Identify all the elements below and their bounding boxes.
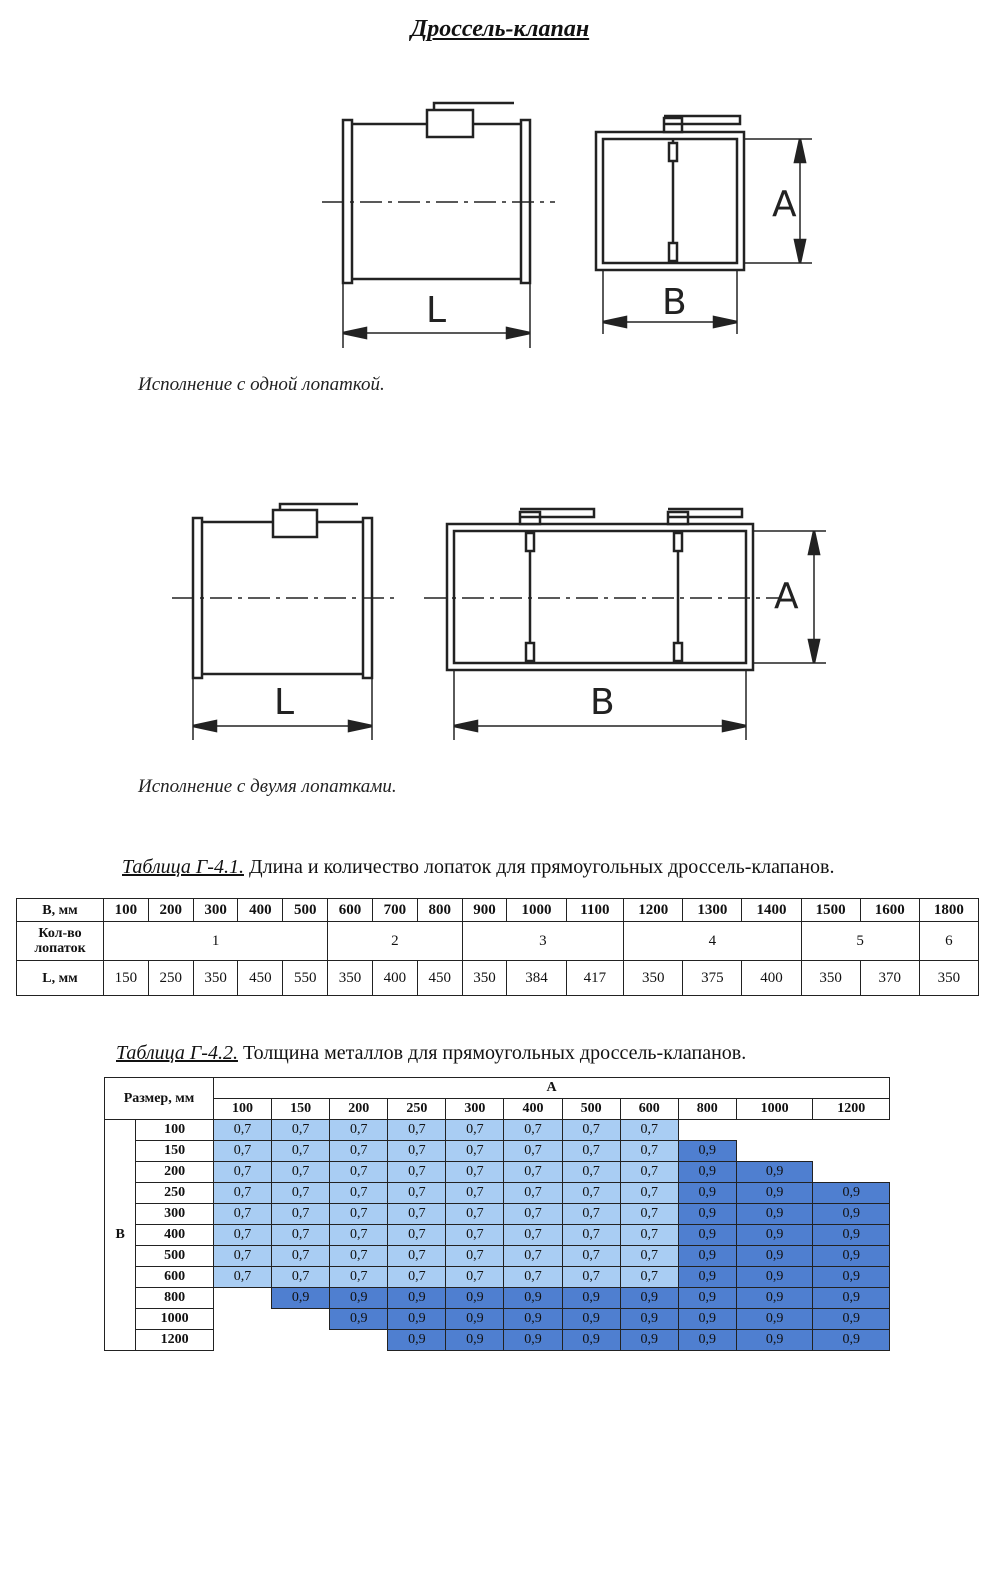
l-value-cell: 150 xyxy=(104,961,149,996)
dim-a-label-1: A xyxy=(772,184,797,225)
thickness-cell: 0,7 xyxy=(272,1120,330,1141)
thickness-cell: 0,7 xyxy=(504,1162,562,1183)
row-l-label: L, мм xyxy=(17,961,104,996)
table-row xyxy=(105,1309,890,1330)
thickness-cell: 0,7 xyxy=(562,1141,620,1162)
thickness-cell: 0,7 xyxy=(504,1267,562,1288)
thickness-cell: 0,9 xyxy=(446,1309,504,1330)
thickness-cell: 0,7 xyxy=(562,1183,620,1204)
thickness-cell: 0,9 xyxy=(813,1288,890,1309)
thickness-cell: 0,9 xyxy=(736,1225,813,1246)
metal-thickness-table xyxy=(104,1077,890,1351)
thickness-cell: 0,9 xyxy=(504,1330,562,1351)
l-value-cell: 450 xyxy=(417,961,462,996)
thickness-cell: 0,7 xyxy=(446,1183,504,1204)
l-value-cell: 350 xyxy=(328,961,373,996)
thickness-cell xyxy=(813,1162,890,1183)
double-blade-caption: Исполнение с двумя лопатками. xyxy=(138,776,397,797)
thickness-cell xyxy=(813,1141,890,1162)
table-row xyxy=(105,1225,890,1246)
a-value-header: 300 xyxy=(446,1099,504,1120)
thickness-cell xyxy=(214,1309,272,1330)
thickness-cell: 0,7 xyxy=(620,1162,678,1183)
b-row-header: 1200 xyxy=(136,1330,214,1351)
a-value-header: 1200 xyxy=(813,1099,890,1120)
thickness-cell: 0,7 xyxy=(620,1141,678,1162)
thickness-cell: 0,9 xyxy=(813,1183,890,1204)
table-row xyxy=(105,1288,890,1309)
thickness-cell: 0,9 xyxy=(736,1162,813,1183)
blade-count-cell: 4 xyxy=(624,922,801,961)
thickness-cell: 0,9 xyxy=(678,1141,736,1162)
thickness-cell: 0,9 xyxy=(562,1330,620,1351)
l-value-cell: 350 xyxy=(801,961,860,996)
b-value-cell: 400 xyxy=(238,899,283,922)
thickness-cell: 0,9 xyxy=(813,1309,890,1330)
table1-caption xyxy=(122,856,834,879)
thickness-cell: 0,7 xyxy=(504,1141,562,1162)
b-value-cell: 1000 xyxy=(507,899,566,922)
a-value-header: 500 xyxy=(562,1099,620,1120)
thickness-cell: 0,7 xyxy=(272,1204,330,1225)
thickness-cell: 0,7 xyxy=(388,1267,446,1288)
thickness-cell: 0,7 xyxy=(214,1246,272,1267)
l-value-cell: 250 xyxy=(148,961,193,996)
thickness-cell: 0,7 xyxy=(272,1225,330,1246)
thickness-cell: 0,7 xyxy=(214,1204,272,1225)
b-value-cell: 1100 xyxy=(566,899,624,922)
blade-count-table xyxy=(16,898,979,996)
l-value-cell: 550 xyxy=(283,961,328,996)
a-value-header: 400 xyxy=(504,1099,562,1120)
thickness-cell: 0,7 xyxy=(620,1225,678,1246)
thickness-cell: 0,9 xyxy=(388,1330,446,1351)
thickness-cell: 0,7 xyxy=(446,1120,504,1141)
b-value-cell: 1400 xyxy=(742,899,801,922)
thickness-cell xyxy=(214,1288,272,1309)
thickness-cell: 0,9 xyxy=(678,1225,736,1246)
l-value-cell: 384 xyxy=(507,961,566,996)
table-row xyxy=(105,1204,890,1225)
b-row-header: 150 xyxy=(136,1141,214,1162)
thickness-cell: 0,7 xyxy=(446,1141,504,1162)
b-value-cell: 200 xyxy=(148,899,193,922)
b-row-header: 800 xyxy=(136,1288,214,1309)
b-value-cell: 500 xyxy=(283,899,328,922)
b-value-cell: 900 xyxy=(462,899,507,922)
thickness-cell: 0,9 xyxy=(620,1330,678,1351)
double-front-view xyxy=(424,509,826,740)
dim-a-label-2: A xyxy=(774,576,799,617)
a-value-header: 250 xyxy=(388,1099,446,1120)
thickness-cell: 0,9 xyxy=(813,1225,890,1246)
single-blade-caption: Исполнение с одной лопаткой. xyxy=(138,374,385,395)
thickness-cell: 0,7 xyxy=(388,1246,446,1267)
thickness-cell: 0,9 xyxy=(736,1309,813,1330)
thickness-cell: 0,9 xyxy=(678,1162,736,1183)
thickness-cell: 0,9 xyxy=(813,1246,890,1267)
thickness-cell: 0,7 xyxy=(330,1204,388,1225)
size-header: Размер, мм xyxy=(105,1078,214,1120)
table-row xyxy=(105,1141,890,1162)
table1-caption-label: Таблица Г-4.1. xyxy=(122,856,244,878)
dim-b-label-1: B xyxy=(662,282,687,323)
thickness-cell: 0,7 xyxy=(214,1225,272,1246)
b-row-header: 1000 xyxy=(136,1309,214,1330)
thickness-cell xyxy=(813,1120,890,1141)
a-value-header: 100 xyxy=(214,1099,272,1120)
thickness-cell: 0,7 xyxy=(504,1246,562,1267)
thickness-cell xyxy=(272,1309,330,1330)
thickness-cell: 0,7 xyxy=(620,1204,678,1225)
thickness-cell xyxy=(214,1330,272,1351)
l-value-cell: 350 xyxy=(624,961,683,996)
row-b-label: B, мм xyxy=(17,899,104,922)
thickness-cell: 0,7 xyxy=(446,1246,504,1267)
thickness-cell: 0,9 xyxy=(446,1330,504,1351)
thickness-cell: 0,9 xyxy=(678,1330,736,1351)
b-value-cell: 800 xyxy=(417,899,462,922)
table-row xyxy=(105,1162,890,1183)
thickness-cell: 0,7 xyxy=(620,1120,678,1141)
table1-caption-text: Длина и количество лопаток для прямоугольных дроссель-клапанов. xyxy=(243,856,835,878)
thickness-cell: 0,7 xyxy=(214,1120,272,1141)
thickness-cell: 0,7 xyxy=(388,1120,446,1141)
thickness-cell: 0,9 xyxy=(504,1309,562,1330)
thickness-cell: 0,7 xyxy=(562,1204,620,1225)
thickness-cell: 0,7 xyxy=(388,1183,446,1204)
thickness-cell: 0,9 xyxy=(678,1183,736,1204)
b-row-header: 300 xyxy=(136,1204,214,1225)
blade-count-cell: 2 xyxy=(328,922,462,961)
l-value-cell: 350 xyxy=(193,961,238,996)
blade-count-cell: 5 xyxy=(801,922,919,961)
thickness-cell: 0,7 xyxy=(214,1141,272,1162)
b-row-header: 600 xyxy=(136,1267,214,1288)
l-value-cell: 375 xyxy=(683,961,742,996)
thickness-cell: 0,9 xyxy=(388,1288,446,1309)
thickness-cell: 0,9 xyxy=(562,1309,620,1330)
thickness-cell: 0,7 xyxy=(504,1120,562,1141)
thickness-cell xyxy=(678,1120,736,1141)
table-row xyxy=(105,1183,890,1204)
row-count-label: Кол-во лопаток xyxy=(17,922,104,961)
thickness-cell: 0,7 xyxy=(562,1246,620,1267)
l-value-cell: 450 xyxy=(238,961,283,996)
thickness-cell: 0,7 xyxy=(388,1204,446,1225)
b-row-header: 400 xyxy=(136,1225,214,1246)
thickness-cell: 0,7 xyxy=(388,1141,446,1162)
l-value-cell: 350 xyxy=(919,961,978,996)
thickness-cell: 0,7 xyxy=(214,1183,272,1204)
thickness-cell: 0,7 xyxy=(620,1267,678,1288)
table-row xyxy=(105,1267,890,1288)
thickness-cell: 0,9 xyxy=(504,1288,562,1309)
dim-b-label-2: B xyxy=(590,682,615,723)
b-value-cell: 1200 xyxy=(624,899,683,922)
b-value-cell: 600 xyxy=(328,899,373,922)
b-value-cell: 1600 xyxy=(860,899,919,922)
a-value-header: 200 xyxy=(330,1099,388,1120)
a-value-header: 150 xyxy=(272,1099,330,1120)
b-value-cell: 1500 xyxy=(801,899,860,922)
thickness-cell: 0,7 xyxy=(504,1183,562,1204)
thickness-cell: 0,7 xyxy=(272,1162,330,1183)
thickness-cell: 0,9 xyxy=(678,1309,736,1330)
thickness-cell xyxy=(736,1141,813,1162)
blade-count-cell: 3 xyxy=(462,922,624,961)
dim-l-label-2: L xyxy=(274,682,295,723)
b-row-header: 500 xyxy=(136,1246,214,1267)
thickness-cell: 0,9 xyxy=(736,1183,813,1204)
dim-l-label-1: L xyxy=(426,290,447,331)
thickness-cell: 0,9 xyxy=(272,1288,330,1309)
thickness-cell xyxy=(272,1330,330,1351)
thickness-cell: 0,9 xyxy=(736,1288,813,1309)
thickness-cell: 0,7 xyxy=(388,1225,446,1246)
thickness-cell: 0,7 xyxy=(446,1267,504,1288)
thickness-cell: 0,9 xyxy=(678,1204,736,1225)
b-value-cell: 1300 xyxy=(683,899,742,922)
thickness-cell: 0,7 xyxy=(446,1225,504,1246)
thickness-cell: 0,7 xyxy=(214,1162,272,1183)
l-value-cell: 400 xyxy=(372,961,417,996)
thickness-cell: 0,7 xyxy=(272,1267,330,1288)
l-value-cell: 417 xyxy=(566,961,624,996)
thickness-cell: 0,9 xyxy=(678,1267,736,1288)
thickness-cell: 0,7 xyxy=(504,1204,562,1225)
table2-caption xyxy=(116,1042,746,1065)
thickness-cell: 0,7 xyxy=(388,1162,446,1183)
thickness-cell: 0,7 xyxy=(562,1225,620,1246)
thickness-cell: 0,9 xyxy=(620,1309,678,1330)
thickness-cell: 0,9 xyxy=(813,1204,890,1225)
l-value-cell: 400 xyxy=(742,961,801,996)
blade-count-cell: 6 xyxy=(919,922,978,961)
thickness-cell: 0,7 xyxy=(446,1204,504,1225)
table2-caption-text: Толщина металлов для прямоугольных дроссель-клапанов. xyxy=(237,1042,747,1064)
a-value-header: 800 xyxy=(678,1099,736,1120)
page-title: Дроссель-клапан xyxy=(410,16,590,42)
thickness-cell: 0,9 xyxy=(446,1288,504,1309)
table2-caption-label: Таблица Г-4.2. xyxy=(116,1042,238,1064)
b-row-header: 100 xyxy=(136,1120,214,1141)
thickness-cell: 0,9 xyxy=(736,1267,813,1288)
thickness-cell: 0,7 xyxy=(272,1246,330,1267)
blade-count-cell: 1 xyxy=(104,922,328,961)
b-value-cell: 300 xyxy=(193,899,238,922)
thickness-cell: 0,9 xyxy=(736,1204,813,1225)
thickness-cell xyxy=(330,1330,388,1351)
thickness-cell: 0,7 xyxy=(330,1183,388,1204)
thickness-cell: 0,9 xyxy=(562,1288,620,1309)
thickness-cell: 0,7 xyxy=(214,1267,272,1288)
thickness-cell: 0,9 xyxy=(678,1246,736,1267)
thickness-cell: 0,7 xyxy=(620,1183,678,1204)
thickness-cell: 0,9 xyxy=(330,1309,388,1330)
b-value-cell: 700 xyxy=(372,899,417,922)
thickness-cell: 0,7 xyxy=(330,1267,388,1288)
table-row xyxy=(105,1330,890,1351)
thickness-cell: 0,7 xyxy=(562,1267,620,1288)
thickness-cell: 0,7 xyxy=(330,1246,388,1267)
thickness-cell: 0,9 xyxy=(736,1246,813,1267)
l-value-cell: 350 xyxy=(462,961,507,996)
b-value-cell: 100 xyxy=(104,899,149,922)
thickness-cell: 0,7 xyxy=(330,1225,388,1246)
thickness-cell: 0,9 xyxy=(813,1330,890,1351)
table-row xyxy=(105,1246,890,1267)
b-row-header: 200 xyxy=(136,1162,214,1183)
thickness-cell: 0,9 xyxy=(813,1267,890,1288)
thickness-cell xyxy=(736,1120,813,1141)
thickness-cell: 0,7 xyxy=(446,1162,504,1183)
thickness-cell: 0,7 xyxy=(272,1183,330,1204)
thickness-cell: 0,9 xyxy=(678,1288,736,1309)
thickness-cell: 0,7 xyxy=(330,1162,388,1183)
thickness-cell: 0,7 xyxy=(330,1141,388,1162)
thickness-cell: 0,7 xyxy=(562,1162,620,1183)
thickness-cell: 0,7 xyxy=(272,1141,330,1162)
b-header: B xyxy=(105,1120,136,1351)
thickness-cell: 0,7 xyxy=(620,1246,678,1267)
thickness-cell: 0,9 xyxy=(388,1309,446,1330)
a-value-header: 600 xyxy=(620,1099,678,1120)
thickness-cell: 0,7 xyxy=(504,1225,562,1246)
b-value-cell: 1800 xyxy=(919,899,978,922)
single-front-view xyxy=(596,116,812,334)
a-header: A xyxy=(214,1078,890,1099)
table-row xyxy=(105,1120,890,1141)
thickness-cell: 0,9 xyxy=(736,1330,813,1351)
b-row-header: 250 xyxy=(136,1183,214,1204)
thickness-cell: 0,9 xyxy=(330,1288,388,1309)
thickness-cell: 0,7 xyxy=(330,1120,388,1141)
a-value-header: 1000 xyxy=(736,1099,813,1120)
l-value-cell: 370 xyxy=(860,961,919,996)
thickness-cell: 0,9 xyxy=(620,1288,678,1309)
thickness-cell: 0,7 xyxy=(562,1120,620,1141)
